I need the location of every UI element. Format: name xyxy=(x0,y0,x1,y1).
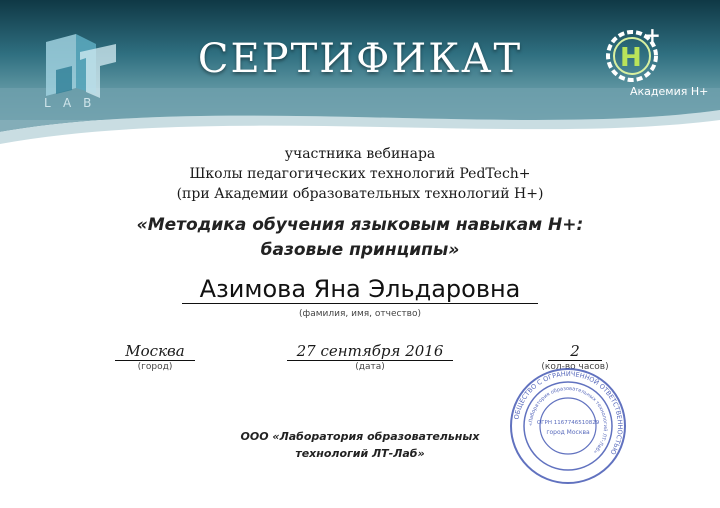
organization-line-1: ООО «Лаборатория образовательных xyxy=(240,430,480,443)
intro-line-2: Школы педагогических технологий PedTech+ xyxy=(189,166,531,182)
date-caption: (дата) xyxy=(355,362,385,372)
hours-field xyxy=(520,342,630,361)
hours-caption: (кол-во часов) xyxy=(541,362,609,372)
city-field xyxy=(100,342,210,361)
city-caption: (город) xyxy=(137,362,173,372)
svg-text:«Лаборатория образовательных т: «Лаборатория образовательных технологий ЛТ-Лаб» xyxy=(527,385,609,455)
svg-text:H: H xyxy=(620,43,642,73)
svg-text:город Москва: город Москва xyxy=(546,429,590,436)
company-stamp xyxy=(508,366,628,486)
date-field xyxy=(270,342,470,361)
hours-value: 2 xyxy=(548,342,602,361)
course-title-line-1: «Методика обучения языковым навыкам Н+: xyxy=(136,215,584,235)
svg-text:ОБЩЕСТВО С ОГРАНИЧЕННОЙ ОТВЕТС: ОБЩЕСТВО С ОГРАНИЧЕННОЙ ОТВЕТСТВЕННОСТЬЮ xyxy=(512,369,625,456)
svg-text:ОГРН 1167746510829: ОГРН 1167746510829 xyxy=(536,420,600,426)
participant-name: Азимова Яна Эльдаровна xyxy=(182,275,539,304)
intro-line-1: участника вебинара xyxy=(284,146,436,162)
city-value: Москва xyxy=(115,342,194,361)
svg-text:+: + xyxy=(644,23,661,47)
date-value: 27 сентября 2016 xyxy=(287,342,454,361)
organization-line-2: технологий ЛТ-Лаб» xyxy=(295,447,425,460)
course-title-line-2: базовые принципы» xyxy=(260,240,460,260)
certificate-title: СЕРТИФИКАТ xyxy=(197,36,523,82)
academy-hplus-logo xyxy=(598,22,670,86)
lt-lab-text: LAB xyxy=(44,96,104,110)
academy-hplus-label: Академия Н+ xyxy=(630,85,709,98)
intro-line-3: (при Академии образовательных технологий Н+) xyxy=(176,186,544,202)
participant-name-row xyxy=(0,275,720,304)
participant-caption: (фамилия, имя, отчество) xyxy=(299,309,421,319)
